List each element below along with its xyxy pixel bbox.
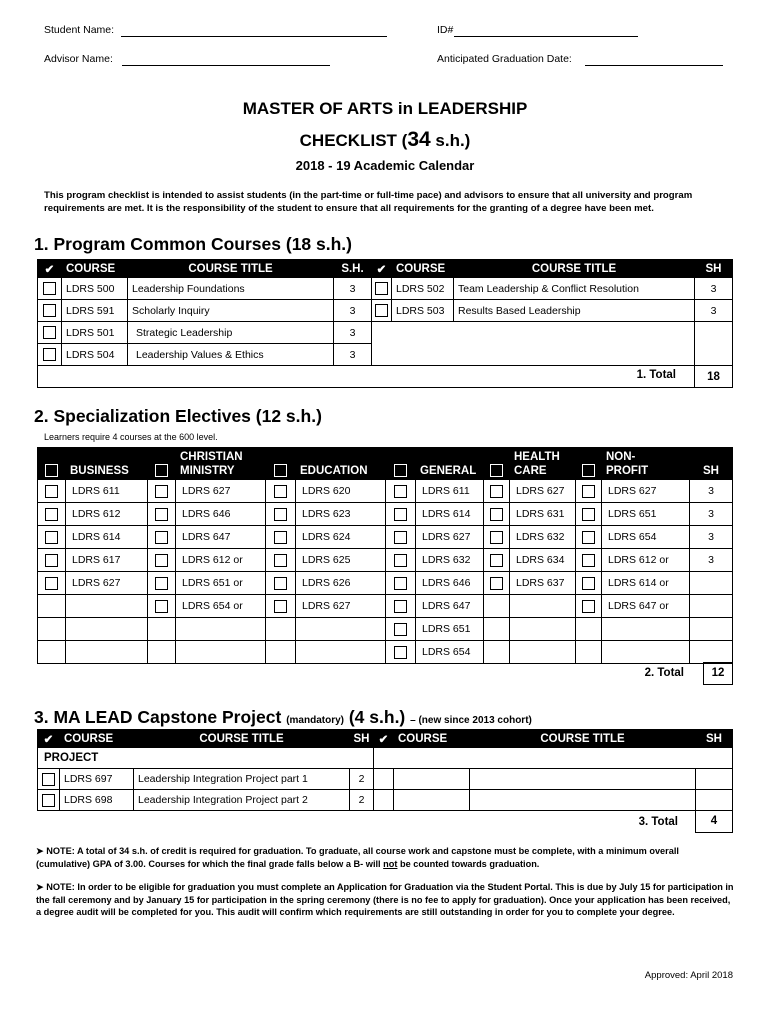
sh-header-2: SH [695,260,733,278]
course-title: Scholarly Inquiry [128,300,334,322]
health-care-header-checkbox[interactable] [490,464,503,477]
student-name-label: Student Name: [44,24,115,36]
course-code: LDRS 502 [392,278,454,300]
table-row [38,480,733,503]
table-row [38,790,733,811]
section2-total-label: 2. Total [644,667,684,679]
health-course [510,618,576,641]
business-course: LDRS 614 [66,526,148,549]
christian-line1: CHRISTIAN [180,450,243,463]
table-row [38,526,733,549]
nonprofit-course: LDRS 627 [602,480,690,503]
course-sh: 3 [695,278,733,300]
general-course-checkbox[interactable] [394,646,407,659]
table-row [38,322,733,344]
section2-subnote: Learners require 4 courses at the 600 level. [44,432,218,442]
course-sh: 3 [334,300,372,322]
nonprofit-course-checkbox[interactable] [582,531,595,544]
nonprofit-course-checkbox[interactable] [582,600,595,613]
christian-course-checkbox[interactable] [155,531,168,544]
nonprofit-course: LDRS 654 [602,526,690,549]
table-row [38,503,733,526]
general-course-checkbox[interactable] [394,623,407,636]
course-header-2: COURSE [394,730,470,748]
nonprofit-course-checkbox[interactable] [582,577,595,590]
table-row [38,769,733,790]
education-course [296,618,386,641]
general-course: LDRS 654 [416,641,484,664]
capstone-table [37,729,733,811]
id-label: ID# [437,24,454,36]
christian-course: LDRS 651 or [176,572,266,595]
course-code: LDRS 697 [60,769,134,790]
sh-header: SH [350,730,374,748]
course-header: COURSE [62,260,128,278]
student-name-field[interactable] [121,36,387,37]
course-code: LDRS 591 [62,300,128,322]
business-header: BUSINESS [66,448,148,480]
christian-line2: MINISTRY [180,464,235,477]
general-course: LDRS 611 [416,480,484,503]
course-title-header-2: COURSE TITLE [470,730,696,748]
course-checkbox[interactable] [43,304,56,317]
course-title: Team Leadership & Conflict Resolution [454,278,695,300]
business-course: LDRS 627 [66,572,148,595]
course-sh: 3 [690,503,733,526]
graduation-date-label: Anticipated Graduation Date: [437,53,572,65]
health-course [510,595,576,618]
course-sh: 3 [334,322,372,344]
general-course: LDRS 614 [416,503,484,526]
section3-title: 3. MA LEAD Capstone Project [34,707,282,727]
general-course: LDRS 627 [416,526,484,549]
health-course-checkbox[interactable] [490,485,503,498]
nonprofit-course: LDRS 614 or [602,572,690,595]
section1-heading: 1. Program Common Courses (18 s.h.) [34,234,352,254]
approved-date: Approved: April 2018 [644,970,733,981]
health-course: LDRS 634 [510,549,576,572]
christian-course-checkbox[interactable] [155,600,168,613]
business-course [66,595,148,618]
general-course-checkbox[interactable] [394,577,407,590]
checklist-suffix: s.h.) [430,131,471,150]
health-care-header [510,448,576,480]
business-course-checkbox[interactable] [45,531,58,544]
specialization-table [37,447,733,664]
education-course: LDRS 626 [296,572,386,595]
christian-course-checkbox[interactable] [155,508,168,521]
general-course-checkbox[interactable] [394,485,407,498]
course-sh: 3 [334,344,372,366]
health-course-checkbox[interactable] [490,554,503,567]
health-line2: CARE [514,464,547,477]
course-checkbox[interactable] [375,304,388,317]
note-graduation-credits [36,845,734,870]
arrow-icon: ➤ [36,882,47,892]
business-course-checkbox[interactable] [45,485,58,498]
section2-heading: 2. Specialization Electives (12 s.h.) [34,406,322,426]
section3-heading [34,707,532,728]
course-sh: 2 [350,769,374,790]
note1-text-a: NOTE: A total of 34 s.h. of credit is required for graduation. To graduate, all course work and capstone must be complete, with a minimum overall (cumulative) GPA of 3.00. Courses for which the final grade falls below a B- will [36,846,679,869]
course-code: LDRS 501 [62,322,128,344]
nonprofit-course-checkbox[interactable] [582,508,595,521]
education-course: LDRS 624 [296,526,386,549]
course-code: LDRS 503 [392,300,454,322]
christian-course: LDRS 612 or [176,549,266,572]
nonprofit-line1: NON- [606,450,636,463]
section3-sh: (4 s.h.) [348,707,406,727]
course-sh: 2 [350,790,374,811]
education-header: EDUCATION [296,448,386,480]
course-code: LDRS 504 [62,344,128,366]
christian-course-checkbox[interactable] [155,554,168,567]
education-course: LDRS 623 [296,503,386,526]
section3-new-note: – (new since 2013 cohort) [410,715,532,726]
general-course-checkbox[interactable] [394,600,407,613]
table-row [38,278,733,300]
health-course [510,641,576,664]
health-course: LDRS 631 [510,503,576,526]
page-subtitle [0,128,770,152]
check-header: ✔ [38,260,62,278]
nonprofit-course: LDRS 651 [602,503,690,526]
christian-course [176,641,266,664]
course-title: Leadership Integration Project part 1 [134,769,350,790]
nonprofit-course [602,641,690,664]
course-title: Leadership Foundations [128,278,334,300]
course-sh [690,641,733,664]
check-header-2: ✔ [372,260,392,278]
general-course: LDRS 651 [416,618,484,641]
health-course-checkbox[interactable] [490,531,503,544]
health-course-checkbox[interactable] [490,577,503,590]
business-course-checkbox[interactable] [45,508,58,521]
course-title-header: COURSE TITLE [128,260,334,278]
general-course-checkbox[interactable] [394,508,407,521]
advisor-name-label: Advisor Name: [44,53,113,65]
note2-text: NOTE: In order to be eligible for graduation you must complete an Application for Graduation via the Student Portal. This is due by July 15 for participation in the fall ceremony and by January 15 for participation in the spring ceremony (there is no fee to apply for graduation). Once your application has been received, a degree audit will be completed for you. This audit will confirm which requirements are still outstanding in order for you to complete your degree. [36,882,734,917]
general-header: GENERAL [416,448,484,480]
course-checkbox[interactable] [43,282,56,295]
course-title-header: COURSE TITLE [134,730,350,748]
checklist-prefix: CHECKLIST ( [299,131,408,150]
table-row [38,549,733,572]
education-course-checkbox[interactable] [274,531,287,544]
business-course-checkbox[interactable] [45,554,58,567]
course-sh [690,572,733,595]
nonprofit-course-checkbox[interactable] [582,554,595,567]
arrow-icon: ➤ [36,846,47,856]
table-row [38,595,733,618]
course-code: LDRS 698 [60,790,134,811]
education-course: LDRS 625 [296,549,386,572]
course-title: Results Based Leadership [454,300,695,322]
education-course: LDRS 620 [296,480,386,503]
education-course-checkbox[interactable] [274,508,287,521]
sh-header: SH [690,448,733,480]
course-checkbox[interactable] [42,794,55,807]
course-title: Leadership Integration Project part 2 [134,790,350,811]
business-course: LDRS 617 [66,549,148,572]
checklist-number: 34 [407,128,431,151]
course-header-2: COURSE [392,260,454,278]
christian-course: LDRS 646 [176,503,266,526]
general-course-checkbox[interactable] [394,531,407,544]
business-course: LDRS 612 [66,503,148,526]
course-sh: 3 [695,300,733,322]
education-course [296,641,386,664]
check-header: ✔ [38,730,60,748]
business-course: LDRS 611 [66,480,148,503]
course-title: Strategic Leadership [128,322,334,344]
section1-total-label: 1. Total [636,369,676,381]
nonprofit-course: LDRS 612 or [602,549,690,572]
business-course [66,641,148,664]
christian-course-checkbox[interactable] [155,485,168,498]
note1-text-b: be counted towards graduation. [397,858,540,869]
education-course-checkbox[interactable] [274,485,287,498]
sh-header: S.H. [334,260,372,278]
nonprofit-course: LDRS 647 or [602,595,690,618]
education-course-checkbox[interactable] [274,554,287,567]
business-course-checkbox[interactable] [45,577,58,590]
course-checkbox[interactable] [43,348,56,361]
nonprofit-course [602,618,690,641]
non-profit-header [602,448,690,480]
course-header: COURSE [60,730,134,748]
id-field[interactable] [454,36,638,37]
education-course-checkbox[interactable] [274,600,287,613]
christian-ministry-header [176,448,266,480]
note1-not: not [383,858,398,869]
course-sh [690,595,733,618]
course-checkbox[interactable] [375,282,388,295]
course-sh: 3 [690,480,733,503]
course-sh [690,618,733,641]
course-code: LDRS 500 [62,278,128,300]
section3-total-value: 4 [695,810,733,833]
business-header-checkbox[interactable] [45,464,58,477]
course-sh: 3 [690,549,733,572]
course-title-header-2: COURSE TITLE [454,260,695,278]
health-line1: HEALTH [514,450,560,463]
business-course [66,618,148,641]
christian-course: LDRS 627 [176,480,266,503]
education-course: LDRS 627 [296,595,386,618]
section2-total-value: 12 [703,662,733,685]
general-header-checkbox[interactable] [394,464,407,477]
health-course: LDRS 627 [510,480,576,503]
advisor-name-field[interactable] [122,65,330,66]
section3-mandatory: (mandatory) [286,715,344,726]
project-label: PROJECT [38,748,374,769]
note-graduation-application [36,881,734,919]
table-row [38,618,733,641]
non-profit-header-checkbox[interactable] [582,464,595,477]
education-course-checkbox[interactable] [274,577,287,590]
section3-total-label: 3. Total [638,816,678,828]
course-sh: 3 [334,278,372,300]
course-checkbox[interactable] [43,326,56,339]
table-row [38,572,733,595]
nonprofit-course-checkbox[interactable] [582,485,595,498]
graduation-date-field[interactable] [585,65,723,66]
health-course-checkbox[interactable] [490,508,503,521]
christian-course [176,618,266,641]
sh-header-2: SH [696,730,733,748]
nonprofit-line2: PROFIT [606,464,649,477]
course-sh: 3 [690,526,733,549]
christian-course-checkbox[interactable] [155,577,168,590]
general-course-checkbox[interactable] [394,554,407,567]
christian-ministry-header-checkbox[interactable] [155,464,168,477]
christian-course: LDRS 654 or [176,595,266,618]
general-course: LDRS 646 [416,572,484,595]
education-header-checkbox[interactable] [274,464,287,477]
table-row [38,641,733,664]
academic-calendar: 2018 - 19 Academic Calendar [295,158,475,173]
check-header-2: ✔ [374,730,394,748]
intro-text: This program checklist is intended to assist students (in the part-time or full-time pace) and advisors to ensure that all university and program requirements are met. It is the responsibility of the student to ensure that all requirements for the granting of a degree have been met. [44,190,693,214]
table-row [38,300,733,322]
course-checkbox[interactable] [42,773,55,786]
health-course: LDRS 632 [510,526,576,549]
health-course: LDRS 637 [510,572,576,595]
course-title: Leadership Values & Ethics [128,344,334,366]
page-title: MASTER OF ARTS in LEADERSHIP [242,99,528,118]
general-course: LDRS 647 [416,595,484,618]
christian-course: LDRS 647 [176,526,266,549]
general-course: LDRS 632 [416,549,484,572]
section1-total-value: 18 [695,366,733,388]
